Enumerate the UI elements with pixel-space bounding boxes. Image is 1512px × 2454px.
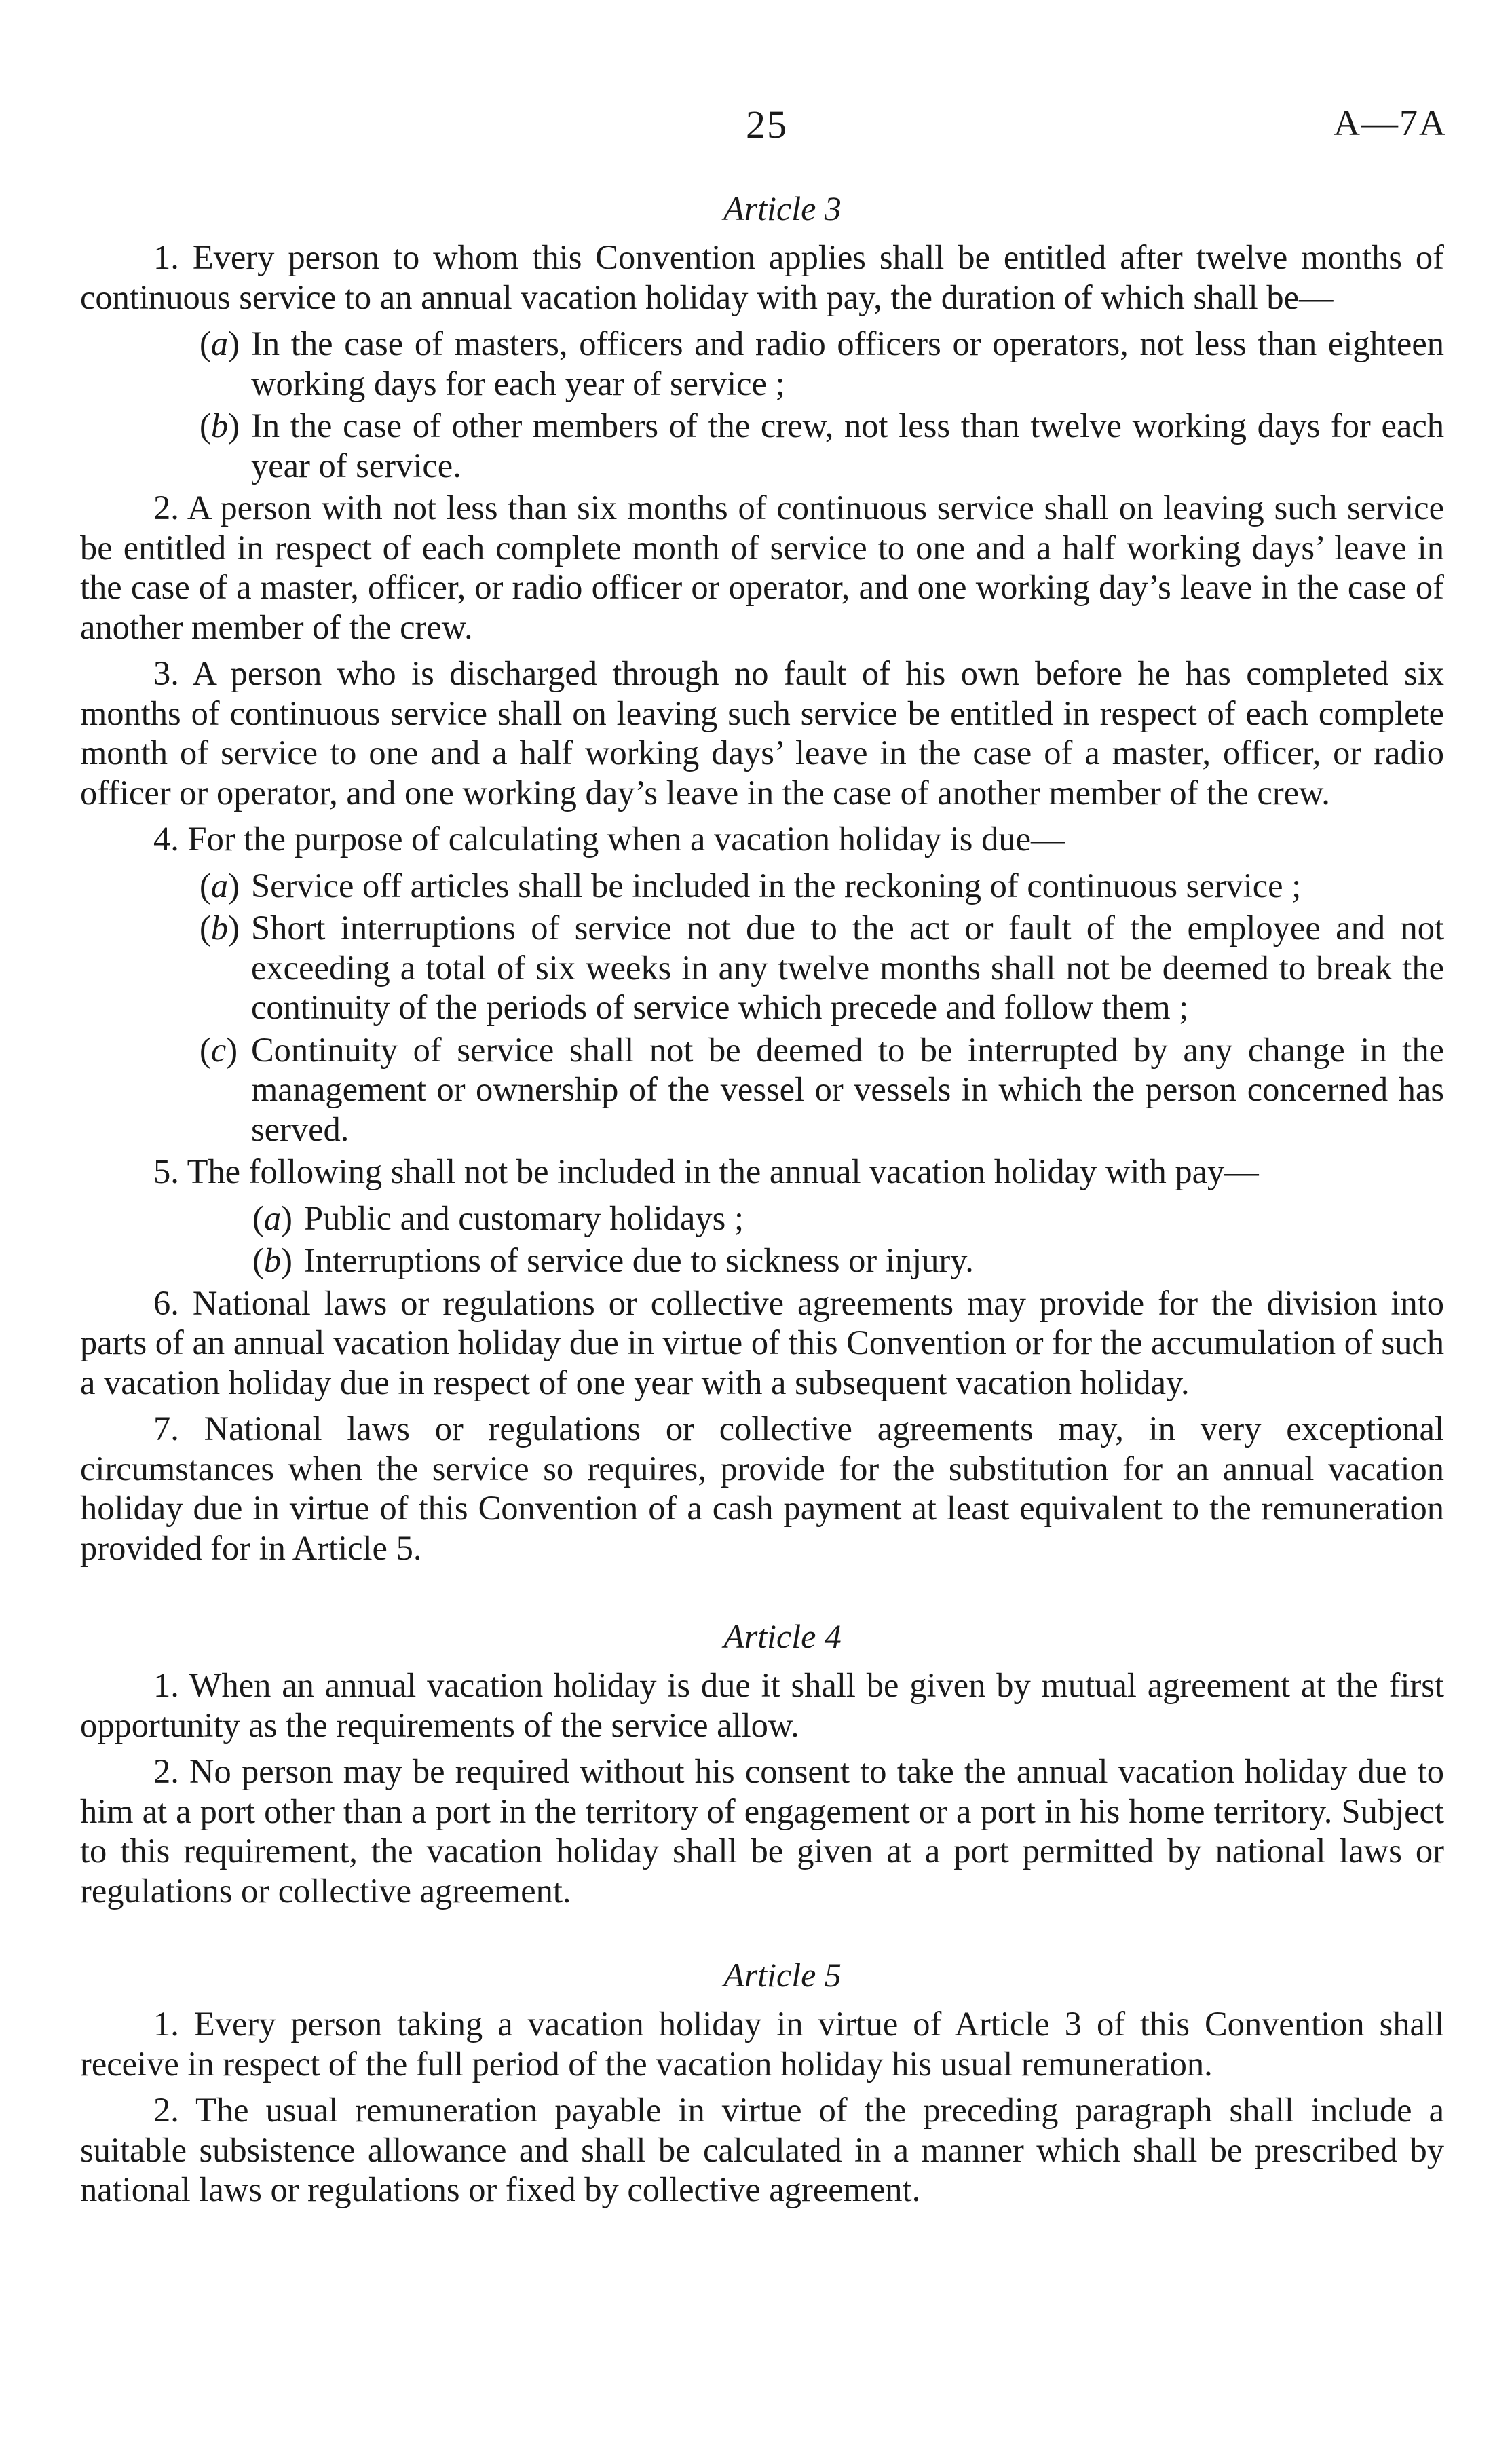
article-3-1-item-b (80, 406, 1444, 485)
article-3-paragraph-3: 3. A person who is discharged through no fault of his own before he has completed six months of continuous service shall on leaving such service be entitled in respect of each complete month of service to one and a half working days’ leave in the case of a master, officer, or radio officer or operator, and one working day’s leave in the case of another member of the crew. (80, 654, 1444, 812)
article-3-paragraph-4: 4. For the purpose of calculating when a vacation holiday is due— (153, 820, 1065, 858)
article-3-4-item-c (80, 1030, 1444, 1150)
article-3-5-item-a (80, 1198, 1444, 1239)
document-reference: A—7A (1334, 102, 1447, 143)
item-label: (b) (200, 407, 240, 445)
item-label: (b) (252, 1241, 292, 1279)
item-text: Interruptions of service due to sickness or injury. (304, 1241, 974, 1279)
article-5-heading: Article 5 (723, 1956, 842, 1994)
article-3-paragraph-5: 5. The following shall not be included in the annual vacation holiday with pay— (153, 1152, 1259, 1190)
item-label: (a) (252, 1198, 292, 1237)
item-text: Public and customary holidays ; (304, 1198, 744, 1237)
article-3-paragraph-7: 7. National laws or regulations or collective agreements may, in very exceptional circumstances when the service so requires, provide for the substitution for an annual vacation holiday due in virtue of this Convention of a cash payment at least equivalent to the remuneration provided for in Article 5. (80, 1410, 1444, 1567)
article-4-heading: Article 4 (723, 1617, 842, 1655)
article-3-1-item-a (80, 324, 1444, 403)
page-number: 25 (746, 102, 788, 147)
article-3-paragraph-1: 1. Every person to whom this Convention applies shall be entitled after twelve months of continuous service to an annual vacation holiday with pay, the duration of which shall be— (80, 238, 1444, 316)
article-4-paragraph-1: 1. When an annual vacation holiday is due it shall be given by mutual agreement at the first opportunity as the requirements of the service allow. (80, 1666, 1444, 1744)
item-text: Short interruptions of service not due to the act or fault of the employee and not exceeding a total of six weeks in any twelve months shall not be deemed to break the continuity of the periods of service which precede and follow them ; (251, 909, 1444, 1026)
item-text: In the case of other members of the crew, not less than twelve working days for each year of service. (251, 407, 1444, 485)
article-3-4-item-b (80, 908, 1444, 1027)
document-body (80, 189, 1444, 2216)
article-3-5-item-b (80, 1241, 1444, 1281)
article-4-paragraph-2: 2. No person may be required without his consent to take the annual vacation holiday due to him at a port other than a port in the territory of engagement or a port in his home territory. Subject to this requirement, the vacation holiday shall be given at a port permitted by national laws or regulations or collective agreement. (80, 1752, 1444, 1910)
article-3-paragraph-2: 2. A person with not less than six months of continuous service shall on leaving such service be entitled in respect of each complete month of service to one and a half working days’ leave in the case of a master, officer, or radio officer or operator, and one working day’s leave in the case of another member of the crew. (80, 489, 1444, 646)
article-3-heading: Article 3 (723, 189, 842, 227)
item-text: Service off articles shall be included in the reckoning of continuous service ; (251, 866, 1302, 905)
article-3-paragraph-6: 6. National laws or regulations or collective agreements may provide for the division into parts of an annual vacation holiday due in virtue of this Convention or for the accumulation of such a vacation holiday due in respect of one year with a subsequent vacation holiday. (80, 1283, 1444, 1401)
item-label: (c) (200, 1030, 238, 1069)
article-5-paragraph-1: 1. Every person taking a vacation holiday in virtue of Article 3 of this Convention shall receive in respect of the full period of the vacation holiday his usual remuneration. (80, 2005, 1444, 2083)
item-label: (a) (200, 324, 240, 362)
item-label: (a) (200, 866, 240, 905)
item-text: In the case of masters, officers and radio officers or operators, not less than eighteen working days for each year of service ; (251, 324, 1444, 402)
article-5-paragraph-2: 2. The usual remuneration payable in virtue of the preceding paragraph shall include a suitable subsistence allowance and shall be calculated in a manner which shall be prescribed by national laws or regulations or fixed by collective agreement. (80, 2091, 1444, 2208)
item-label: (b) (200, 909, 240, 947)
article-3-4-item-a (80, 866, 1444, 906)
item-text: Continuity of service shall not be deemed to be interrupted by any change in the management or ownership of the vessel or vessels in which the person concerned has served. (251, 1030, 1444, 1148)
